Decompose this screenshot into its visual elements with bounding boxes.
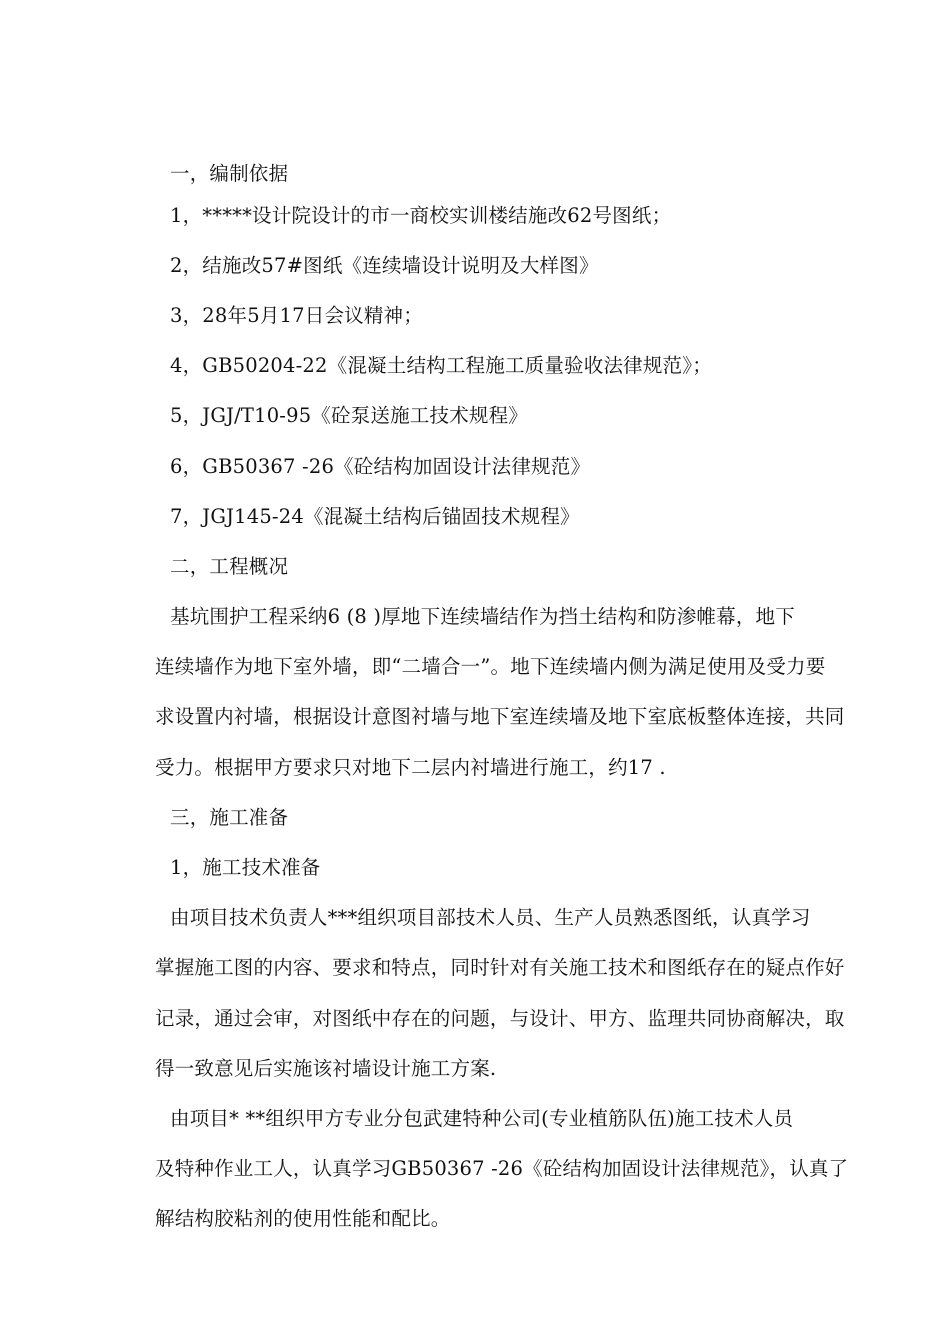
- basis-item-5: 5，JGJ/T10-95《砼泵送施工技术规程》: [170, 404, 529, 427]
- overview-line-1: 基坑围护工程采纳6 (8 )厚地下连续墙结作为挡土结构和防渗帷幕，地下: [170, 605, 795, 628]
- preparation-p2-line-2: 及特种作业工人，认真学习GB50367 -26《砼结构加固设计法律规范》，认真了: [155, 1157, 849, 1180]
- basis-item-2: 2，结施改57#图纸《连续墙设计说明及大样图》: [170, 254, 599, 277]
- basis-item-6: 6，GB50367 -26《砼结构加固设计法律规范》: [170, 455, 591, 478]
- overview-line-3: 求设置内衬墙，根据设计意图衬墙与地下室连续墙及地下室底板整体连接，共同: [155, 705, 845, 728]
- basis-item-1: 1，*****设计院设计的市一商校实训楼结施改62号图纸；: [170, 204, 672, 227]
- preparation-p2-line-3: 解结构胶粘剂的使用性能和配比。: [155, 1207, 451, 1230]
- preparation-p1-line-1: 由项目技术负责人***组织项目部技术人员、生产人员熟悉图纸，认真学习: [170, 906, 811, 929]
- section-heading-basis: 一，编制依据: [170, 162, 289, 185]
- preparation-p2-line-1: 由项目* **组织甲方专业分包武建特种公司(专业植筋队伍)施工技术人员: [170, 1107, 794, 1130]
- overview-line-4: 受力。根据甲方要求只对地下二层内衬墙进行施工，约17 .: [155, 756, 666, 779]
- section-heading-overview: 二，工程概况: [170, 555, 289, 578]
- basis-item-4: 4，GB50204-22《混凝土结构工程施工质量验收法律规范》；: [170, 354, 712, 377]
- basis-item-7: 7，JGJ145-24《混凝土结构后锚固技术规程》: [170, 505, 580, 528]
- overview-line-2: 连续墙作为地下室外墙，即“二墙合一”。地下连续墙内侧为满足使用及受力要: [155, 655, 826, 678]
- preparation-p1-line-2: 掌握施工图的内容、要求和特点，同时针对有关施工技术和图纸存在的疑点作好: [155, 956, 845, 979]
- preparation-subheading: 1，施工技术准备: [170, 856, 321, 879]
- preparation-p1-line-4: 得一致意见后实施该衬墙设计施工方案.: [155, 1057, 497, 1080]
- section-heading-preparation: 三，施工准备: [170, 806, 289, 829]
- basis-item-3: 3，28年5月17日会议精神；: [170, 304, 423, 327]
- preparation-p1-line-3: 记录，通过会审，对图纸中存在的问题，与设计、甲方、监理共同协商解决，取: [155, 1007, 845, 1030]
